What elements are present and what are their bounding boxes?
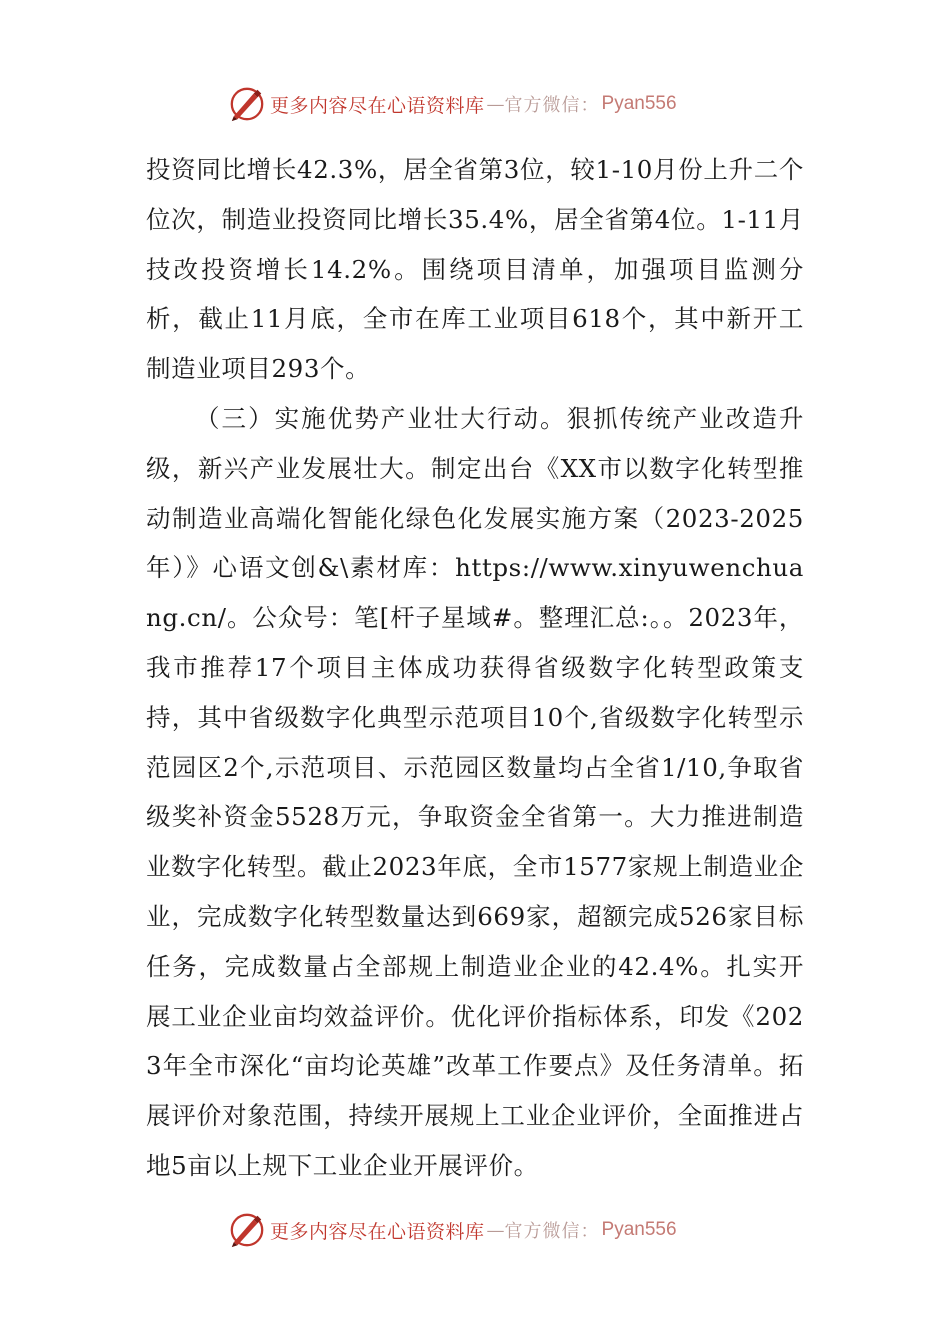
paragraph: （三）实施优势产业壮大行动。狠抓传统产业改造升级，新兴产业发展壮大。制定出台《XX市以数字化转型推动制造业高端化智能化绿色化发展实施方案（2023-2025年）》心语文创&\素材库：https://www.xinyuwenchuang.cn/。公众号：笔[杆子星域#。整理汇总:。。2023年，我市推荐17个项目主体成功获得省级数字化转型政策支持，其中省级数字化典型示范项目10个,省级数字化转型示范园区2个,示范项目、示范园区数量均占全省1/10,争取省级奖补资金5528万元，争取资金全省第一。大力推进制造业数字化转型。截止2023年底，全市1577家规上制造业企业，完成数字化转型数量达到669家，超额完成526家目标任务，完成数量占全部规上制造业企业的42.4%。扎实开展工业企业亩均效益评价。优化评价指标体系，印发《2023年全市深化“亩均论英雄”改革工作要点》及任务清单。拓展评价对象范围，持续开展规上工业企业评价，全面推进占地5亩以上规下工业企业开展评价。 — [146, 403, 804, 1180]
footer-banner — [228, 1210, 728, 1250]
pen-logo-icon — [228, 1211, 266, 1249]
document-body — [146, 145, 804, 1191]
banner-wechat-id: Pyan556 — [601, 93, 677, 114]
banner-wechat-label: 官方微信： — [504, 95, 600, 116]
banner-separator: — — [486, 93, 505, 115]
banner-main-text: 更多内容尽在心语资料库 — [270, 94, 485, 117]
pen-logo-icon — [228, 85, 266, 123]
banner-wechat-id: Pyan556 — [601, 1219, 677, 1240]
paragraph: 投资同比增长42.3%，居全省第3位，较1-10月份上升二个位次，制造业投资同比增长35.4%，居全省第4位。1-11月技改投资增长14.2%。围绕项目清单，加强项目监测分析，截止11月底，全市在库工业项目618个，其中新开工制造业项目293个。 — [146, 155, 804, 384]
banner-separator: — — [486, 1219, 505, 1241]
banner-main-text: 更多内容尽在心语资料库 — [270, 1220, 485, 1243]
header-banner — [228, 84, 728, 124]
banner-wechat-label: 官方微信： — [504, 1221, 600, 1242]
